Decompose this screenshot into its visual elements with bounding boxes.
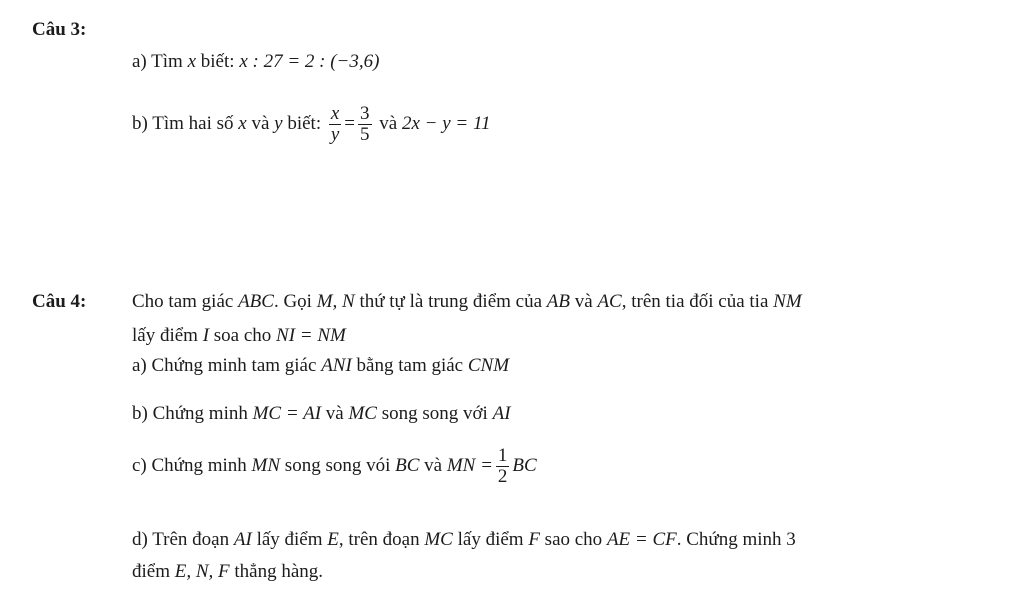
q4-intro-text: lấy điểm	[132, 325, 198, 346]
q4c-segment-bc: BC	[395, 455, 420, 476]
q4c-segment-mn: MN	[251, 455, 281, 476]
question-4-intro-line1	[132, 290, 802, 314]
q4d-text: , trên đoạn	[338, 529, 420, 550]
question-4-heading: Câu 4:	[32, 291, 87, 312]
q4-expression-ni-nm: NI = NM	[276, 325, 346, 346]
q4a-triangle-ani: ANI	[321, 355, 352, 376]
q4c-frac-numerator: 1	[497, 445, 508, 467]
q4d-expression: AE = CF	[606, 529, 677, 550]
q3a-prefix: a) Tìm	[132, 51, 183, 72]
q4d-text: lấy điểm	[256, 529, 323, 550]
q4-intro-text: thứ tự là trung điểm của	[359, 291, 543, 312]
question-4d-line1	[132, 528, 796, 552]
q4d-point-e: E	[327, 529, 339, 550]
q3b-frac1-numerator: x	[330, 103, 340, 125]
question-4d-line2	[132, 560, 323, 584]
q4c-text: và	[424, 455, 443, 476]
q3b-fraction-3-over-5	[358, 104, 372, 145]
question-3b	[132, 104, 491, 145]
question-4c	[132, 446, 537, 487]
q4c-fraction-one-half	[496, 446, 510, 487]
q3a-mid: biết:	[200, 51, 235, 72]
q4a-text: a) Chứng minh tam giác	[132, 355, 317, 376]
q3b-and: và	[251, 113, 270, 134]
q4-ray-nm: NM	[773, 291, 802, 312]
q4b-text: song song với	[381, 403, 488, 424]
q4-intro-text: , trên tia đối của tia	[621, 291, 769, 312]
q4-point-i: I	[202, 325, 210, 346]
q4b-segment-ai: AI	[492, 403, 511, 424]
q4d-point-f: F	[528, 529, 540, 550]
q4d-text: thẳng hàng.	[234, 561, 324, 582]
q4-intro-text: và	[574, 291, 593, 312]
q4d-text: điểm	[132, 561, 170, 582]
q3b-mid: biết:	[287, 113, 322, 134]
q3a-expression: x : 27 = 2 : (−3,6)	[239, 51, 380, 72]
q3b-fraction-x-over-y	[329, 104, 341, 145]
question-3-heading: Câu 3:	[32, 19, 87, 40]
q3b-x: x	[238, 113, 247, 134]
q4-intro-text: Cho tam giác	[132, 291, 234, 312]
q3a-var: x	[187, 51, 197, 72]
q4b-segment-mc: MC	[348, 403, 377, 424]
q4d-text: . Chứng minh 3	[676, 529, 796, 550]
q4c-expression-rhs: BC	[512, 455, 537, 476]
q4d-segment-ai: AI	[233, 529, 252, 550]
q4-triangle-abc: ABC	[238, 291, 274, 312]
q4c-frac-denominator: 2	[497, 466, 508, 488]
q3b-expression2: 2x − y = 11	[401, 113, 491, 134]
question-3a	[132, 50, 379, 74]
q4d-segment-mc: MC	[424, 529, 453, 550]
q3b-prefix: b) Tìm hai số	[132, 113, 234, 134]
q3b-frac1-denominator: y	[330, 124, 340, 146]
q4c-expression-lhs: MN =	[446, 455, 493, 476]
q4a-text: bằng tam giác	[356, 355, 464, 376]
q4-points-mn: M, N	[316, 291, 355, 312]
q4-intro-text: . Gọi	[273, 291, 312, 312]
q4d-text: d) Trên đoạn	[132, 529, 230, 550]
question-4b	[132, 402, 511, 426]
q4d-text: lấy điểm	[457, 529, 524, 550]
q3b-equals: =	[344, 113, 356, 134]
question-4-intro-line2	[132, 324, 346, 348]
question-4a	[132, 354, 509, 378]
q4a-triangle-cnm: CNM	[467, 355, 510, 376]
q4c-text: song song vói	[284, 455, 391, 476]
q3b-frac2-denominator: 5	[360, 124, 370, 146]
q3b-and2: và	[379, 113, 398, 134]
q4b-text: b) Chứng minh	[132, 403, 248, 424]
q4c-text: c) Chứng minh	[132, 455, 247, 476]
q4d-text: sao cho	[544, 529, 603, 550]
q3b-y: y	[274, 113, 283, 134]
q3b-frac2-numerator: 3	[360, 103, 370, 125]
q4-intro-text: soa cho	[213, 325, 272, 346]
q4-segment-ac: AC	[597, 291, 622, 312]
q4b-expression: MC = AI	[252, 403, 322, 424]
q4d-points-enf: E, N, F	[174, 561, 230, 582]
q4-segment-ab: AB	[546, 291, 570, 312]
q4b-text: và	[325, 403, 344, 424]
